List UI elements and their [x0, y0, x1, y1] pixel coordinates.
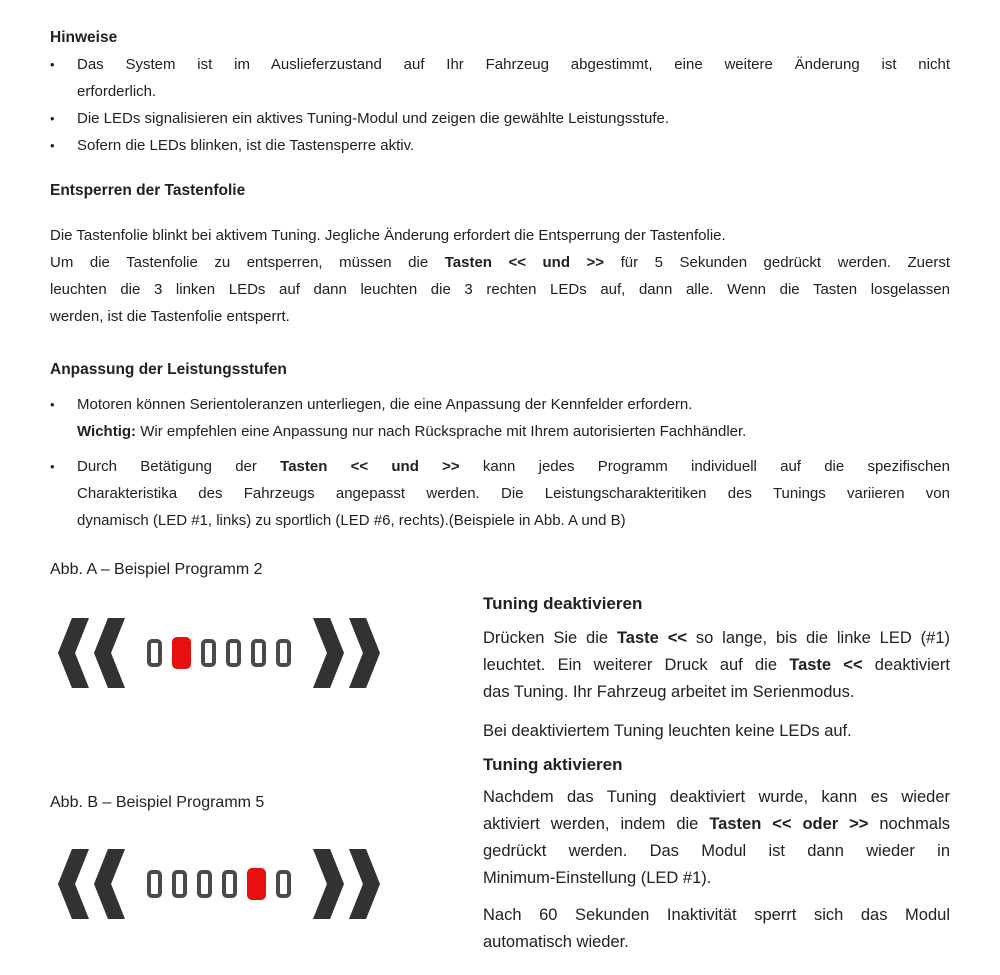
chevron-right-icon [313, 618, 344, 688]
bullet-text: Die LEDs signalisieren ein aktives Tuning-Modul und zeigen die gewählte Leistungsstufe. [77, 110, 670, 127]
entsperren-paragraph: Die Tastenfolie blinkt bei aktivem Tuning. Jegliche Änderung erfordert die Entsperrung der Tastenfolie. Um die Tastenfolie zu entsperren, müssen die Tasten << und >> für 5 Sekunden gedrückt werden. Zuerst leuchten die 3 linken LEDs auf dann leuchten die 3 rechten LEDs auf, dann alle. Wenn die Tasten losgelassen werden, ist die Tastenfolie entsperrt. [50, 227, 951, 325]
led-indicator-5 [251, 639, 266, 667]
bullet-text: Durch Betätigung der Tasten << und >> kann jedes Programm individuell auf die spezifischen Charakteristika des Fahrzeugs angepasst werden. Die Leistungscharakteritiken des Tunings variieren von dynamisch (LED #1, links) zu sportlich (LED #6, rechts).(Beispiele in Abb. A und B) [77, 458, 950, 529]
figure-a-label: Abb. A – Beispiel Programm 2 [50, 561, 263, 578]
bullet-text: Motoren können Serientoleranzen unterliegen, die eine Anpassung der Kennfelder erfordern. Wichtig: Wir empfehlen eine Anpassung nur nach Rücksprache mit Ihrem autorisierten Fachhändler. [77, 396, 747, 440]
section-title-anpassung: Anpassung der Leistungsstufen [50, 361, 287, 378]
chevron-left-icon [58, 849, 89, 919]
section-entsperren [50, 177, 950, 330]
instructions-column [483, 556, 950, 956]
section-title-tuning-deaktivieren: Tuning deaktivieren [483, 594, 643, 613]
chevron-left-icon [58, 618, 89, 688]
bullet-item [50, 453, 950, 534]
led-indicator-6 [276, 639, 291, 667]
led-indicator-2 [172, 870, 187, 898]
aktivieren-note: Nach 60 Sekunden Inaktivität sperrt sich das Modul automatisch wieder. [483, 906, 950, 951]
chevron-right-icon [349, 849, 380, 919]
led-indicator-5 [247, 868, 266, 900]
chevron-right-icon [349, 618, 380, 688]
bullet-item [50, 132, 950, 159]
section-title-entsperren: Entsperren der Tastenfolie [50, 182, 246, 199]
led-indicator-4 [226, 639, 241, 667]
bullet-marker: • [50, 397, 55, 412]
section-title-tuning-aktivieren: Tuning aktivieren [483, 755, 623, 774]
chevron-double-right-icon [313, 849, 380, 919]
led-row [147, 868, 291, 900]
chevron-left-icon [94, 849, 125, 919]
bullet-item [50, 105, 950, 132]
bullet-item [50, 391, 950, 445]
figure-a-graphic [58, 613, 483, 693]
deaktivieren-note: Bei deaktiviertem Tuning leuchten keine LEDs auf. [483, 722, 852, 740]
led-row [147, 637, 291, 669]
bullet-marker: • [50, 459, 55, 474]
chevron-left-icon [94, 618, 125, 688]
section-anpassung [50, 356, 950, 534]
led-indicator-6 [276, 870, 291, 898]
figure-b-label: Abb. B – Beispiel Programm 5 [50, 794, 265, 811]
led-indicator-3 [201, 639, 216, 667]
led-indicator-2 [172, 637, 191, 669]
bullet-marker: • [50, 138, 55, 153]
bullet-item [50, 51, 950, 105]
chevron-right-icon [313, 849, 344, 919]
deaktivieren-paragraph: Drücken Sie die Taste << so lange, bis die linke LED (#1) leuchtet. Ein weiterer Druck auf die Taste << deaktiviert das Tuning. Ihr Fahrzeug arbeitet im Serienmodus. [483, 629, 951, 701]
figures-and-instructions [50, 556, 950, 956]
figures-column [50, 556, 483, 956]
led-indicator-1 [147, 870, 162, 898]
led-indicator-1 [147, 639, 162, 667]
section-title-hinweise: Hinweise [50, 29, 118, 46]
aktivieren-paragraph: Nachdem das Tuning deaktiviert wurde, kann es wieder aktiviert werden, indem die Tasten << oder >> nochmals gedrückt werden. Das Modul ist dann wieder in Minimum-Einstellung (LED #1). [483, 788, 950, 887]
chevron-double-left-icon [58, 849, 125, 919]
chevron-double-right-icon [313, 618, 380, 688]
bullet-marker: • [50, 111, 55, 126]
bullet-text: Sofern die LEDs blinken, ist die Tastensperre aktiv. [77, 137, 415, 154]
section-hinweise [50, 24, 950, 159]
figure-b-graphic [58, 844, 483, 924]
chevron-double-left-icon [58, 618, 125, 688]
bullet-text: Das System ist im Auslieferzustand auf Ihr Fahrzeug abgestimmt, eine weitere Änderung ist nicht erforderlich. [77, 56, 950, 100]
led-indicator-4 [222, 870, 237, 898]
bullet-marker: • [50, 57, 55, 72]
led-indicator-3 [197, 870, 212, 898]
